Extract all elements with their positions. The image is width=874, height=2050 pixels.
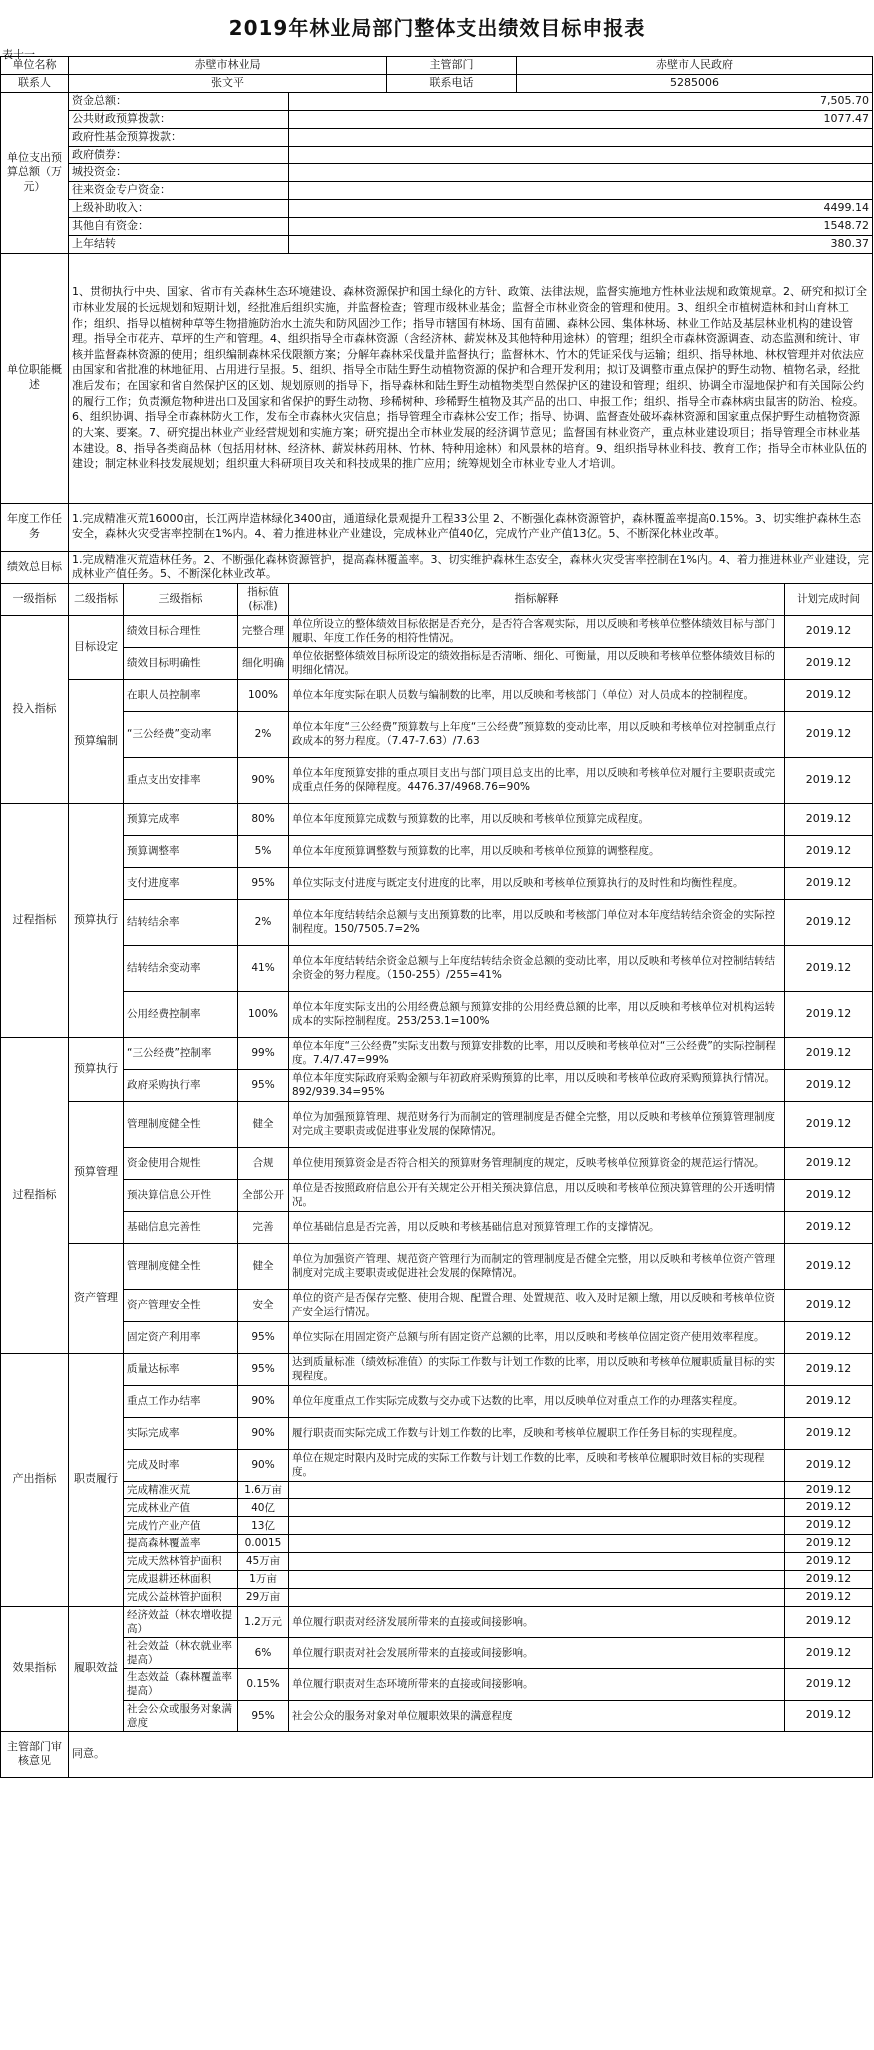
indicator-value: 合规 [238,1147,289,1179]
col-value-header: 指标值(标准) [238,584,289,615]
indicator-time: 2019.12 [785,1321,873,1353]
indicator-value: 90% [238,757,289,803]
indicator-explain: 社会公众的服务对象对单位履职效果的满意程度 [289,1700,785,1731]
level3-indicator: 资产管理安全性 [124,1289,238,1321]
indicator-explain [289,1570,785,1588]
level2-indicator: 预算执行 [69,803,124,1037]
indicator-time: 2019.12 [785,945,873,991]
indicator-explain: 单位实际在用固定资产总额与所有固定资产总额的比率，用以反映和考核单位固定资产使用效率程度。 [289,1321,785,1353]
indicator-value: 健全 [238,1101,289,1147]
level3-indicator: 结转结余率 [124,899,238,945]
indicator-time: 2019.12 [785,1179,873,1211]
indicator-explain [289,1481,785,1499]
annual-tasks-text: 1.完成精准灭荒16000亩，长江两岸造林绿化3400亩，通道绿化景观提升工程33公里 2、不断强化森林资源管护，森林覆盖率提高0.15%。3、切实维护森林生态安全，森林火灾受害率控制在1%内。4、着力推进林业产业建设，完成林业产值40亿，完成竹产业产值13亿。5、不断深化林业改革。 [69,503,873,551]
indicator-value: 6% [238,1637,289,1668]
page-title: 2019年林业局部门整体支出绩效目标申报表 [228,16,646,40]
level3-indicator: 预决算信息公开性 [124,1179,238,1211]
indicator-time: 2019.12 [785,1535,873,1553]
budget-row-value: 1077.47 [289,110,873,128]
level3-indicator: 资金使用合规性 [124,1147,238,1179]
level3-indicator: 支付进度率 [124,867,238,899]
indicator-explain: 单位本年度预算调整数与预算数的比率，用以反映和考核单位预算的调整程度。 [289,835,785,867]
level3-indicator: 社会公众或服务对象满意度 [124,1700,238,1731]
level3-indicator: 管理制度健全性 [124,1243,238,1289]
level3-indicator: 经济效益（林农增收提高） [124,1606,238,1637]
level3-indicator: 预算调整率 [124,835,238,867]
indicator-time: 2019.12 [785,1069,873,1101]
indicator-time: 2019.12 [785,1037,873,1069]
budget-total-label: 单位支出预算总额（万元） [1,93,69,254]
review-label: 主管部门审核意见 [1,1731,69,1777]
level3-indicator: 完成及时率 [124,1449,238,1481]
indicator-explain: 单位为加强预算管理、规范财务行为而制定的管理制度是否健全完整，用以反映和考核单位预算管理制度对完成主要职责或促进事业发展的保障情况。 [289,1101,785,1147]
level3-indicator: 政府采购执行率 [124,1069,238,1101]
indicator-explain: 单位履行职责对社会发展所带来的直接或间接影响。 [289,1637,785,1668]
col-level3-header: 三级指标 [124,584,238,615]
indicator-time: 2019.12 [785,867,873,899]
level3-indicator: 在职人员控制率 [124,679,238,711]
indicator-time: 2019.12 [785,757,873,803]
col-explain-header: 指标解释 [289,584,785,615]
level3-indicator: 完成林业产值 [124,1499,238,1517]
indicator-value: 100% [238,679,289,711]
indicator-explain: 单位的资产是否保存完整、使用合规、配置合理、处置规范、收入及时足额上缴，用以反映和考核单位资产安全运行情况。 [289,1289,785,1321]
indicator-value: 80% [238,803,289,835]
indicator-explain: 单位所设立的整体绩效目标依据是否充分，是否符合客观实际，用以反映和考核单位整体绩效目标与部门履职、年度工作任务的相符性情况。 [289,615,785,647]
indicator-time: 2019.12 [785,1417,873,1449]
contact-label: 联系人 [1,75,69,93]
annual-tasks-label: 年度工作任务 [1,503,69,551]
indicator-value: 安全 [238,1289,289,1321]
indicator-time: 2019.12 [785,1588,873,1606]
indicator-explain: 单位实际支付进度与既定支付进度的比率，用以反映和考核单位预算执行的及时性和均衡性程度。 [289,867,785,899]
level3-indicator: 结转结余变动率 [124,945,238,991]
budget-row-label: 上级补助收入： [69,200,289,218]
indicator-value: 健全 [238,1243,289,1289]
indicator-explain: 单位年度重点工作实际完成数与交办或下达数的比率，用以反映单位对重点工作的办理落实程度。 [289,1385,785,1417]
level3-indicator: 重点支出安排率 [124,757,238,803]
indicator-value: 5% [238,835,289,867]
table-tag: 表十一 [2,48,35,61]
indicator-value: 41% [238,945,289,991]
level3-indicator: “三公经费”变动率 [124,711,238,757]
indicator-explain: 单位本年度预算安排的重点项目支出与部门项目总支出的比率，用以反映和考核单位对履行主要职责或完成重点任务的保障程度。4476.37/4968.76=90% [289,757,785,803]
indicator-explain [289,1535,785,1553]
level3-indicator: 完成退耕还林面积 [124,1570,238,1588]
level3-indicator: 固定资产利用率 [124,1321,238,1353]
phone-value: 5285006 [517,75,873,93]
budget-row-value: 1548.72 [289,217,873,235]
indicator-time: 2019.12 [785,647,873,679]
dept-value: 赤壁市人民政府 [517,57,873,75]
indicator-explain [289,1499,785,1517]
col-level2-header: 二级指标 [69,584,124,615]
level3-indicator: 社会效益（林农就业率提高） [124,1637,238,1668]
indicator-value: 1.2万元 [238,1606,289,1637]
level2-indicator: 预算编制 [69,679,124,803]
indicator-time: 2019.12 [785,615,873,647]
col-level1-header: 一级指标 [1,584,69,615]
indicator-explain: 单位是否按照政府信息公开有关规定公开相关预决算信息，用以反映和考核单位预决算管理的公开透明情况。 [289,1179,785,1211]
budget-row-label: 其他自有资金： [69,217,289,235]
budget-row-value: 4499.14 [289,200,873,218]
level2-indicator: 职责履行 [69,1353,124,1606]
indicator-time: 2019.12 [785,1243,873,1289]
budget-row-value [289,128,873,146]
indicator-explain: 单位本年度实际政府采购金额与年初政府采购预算的比率，用以反映和考核单位政府采购预算执行情况。892/939.34=95% [289,1069,785,1101]
indicator-value: 13亿 [238,1517,289,1535]
budget-row-label: 公共财政预算拨款： [69,110,289,128]
indicator-time: 2019.12 [785,1700,873,1731]
indicator-explain: 单位本年度“三公经费”实际支出数与预算安排数的比率，用以反映和考核单位对“三公经费”的实际控制程度。7.4/7.47=99% [289,1037,785,1069]
indicator-value: 0.15% [238,1669,289,1700]
level1-indicator: 投入指标 [1,615,69,803]
indicator-value: 90% [238,1449,289,1481]
level3-indicator: 提高森林覆盖率 [124,1535,238,1553]
indicator-value: 1.6万亩 [238,1481,289,1499]
indicator-value: 完善 [238,1211,289,1243]
indicator-value: 95% [238,867,289,899]
level3-indicator: “三公经费”控制率 [124,1037,238,1069]
indicator-time: 2019.12 [785,1499,873,1517]
level3-indicator: 基础信息完善性 [124,1211,238,1243]
level3-indicator: 绩效目标合理性 [124,615,238,647]
indicator-time: 2019.12 [785,1606,873,1637]
level3-indicator: 完成竹产业产值 [124,1517,238,1535]
level1-indicator: 过程指标 [1,1037,69,1353]
budget-row-label: 城投资金： [69,164,289,182]
level2-indicator: 履职效益 [69,1606,124,1731]
indicator-time: 2019.12 [785,1553,873,1571]
indicator-time: 2019.12 [785,1517,873,1535]
indicator-explain: 单位本年度实际支出的公用经费总额与预算安排的公用经费总额的比率，用以反映和考核单位对机构运转成本的实际控制程度。253/253.1=100% [289,991,785,1037]
indicator-time: 2019.12 [785,1353,873,1385]
level3-indicator: 管理制度健全性 [124,1101,238,1147]
indicator-time: 2019.12 [785,1289,873,1321]
indicator-time: 2019.12 [785,711,873,757]
indicator-time: 2019.12 [785,1385,873,1417]
dept-label: 主管部门 [387,57,517,75]
indicator-explain: 单位本年度“三公经费”预算数与上年度“三公经费”预算数的变动比率，用以反映和考核单位对控制重点行政成本的努力程度。（7.47-7.63）/7.63 [289,711,785,757]
level3-indicator: 生态效益（森林覆盖率提高） [124,1669,238,1700]
indicator-time: 2019.12 [785,1101,873,1147]
duties-label: 单位职能概述 [1,253,69,503]
level3-indicator: 完成公益林管护面积 [124,1588,238,1606]
level1-indicator: 效果指标 [1,1606,69,1731]
indicator-value: 95% [238,1069,289,1101]
col-time-header: 计划完成时间 [785,584,873,615]
budget-row-value [289,164,873,182]
indicator-time: 2019.12 [785,1669,873,1700]
contact-value: 张文平 [69,75,387,93]
indicator-explain: 单位在规定时限内及时完成的实际工作数与计划工作数的比率，反映和考核单位履职时效目标的实现程度。 [289,1449,785,1481]
overall-goal-text: 1.完成精准灭荒造林任务。2、不断强化森林资源管护，提高森林覆盖率。3、切实维护森林生态安全，森林火灾受害率控制在1%内。4、着力推进林业产业建设，完成林业产值任务。5、不断深化林业改革。 [69,551,873,584]
indicator-explain: 单位使用预算资金是否符合相关的预算财务管理制度的规定，反映考核单位预算资金的规范运行情况。 [289,1147,785,1179]
indicator-explain: 达到质量标准（绩效标准值）的实际工作数与计划工作数的比率，用以反映和考核单位履职质量目标的实现程度。 [289,1353,785,1385]
indicator-value: 90% [238,1417,289,1449]
indicator-value: 100% [238,991,289,1037]
indicator-explain [289,1517,785,1535]
budget-row-value [289,146,873,164]
indicator-time: 2019.12 [785,1570,873,1588]
indicator-time: 2019.12 [785,1449,873,1481]
review-text: 同意。 [69,1731,873,1777]
phone-label: 联系电话 [387,75,517,93]
indicator-value: 0.0015 [238,1535,289,1553]
indicator-time: 2019.12 [785,899,873,945]
level1-indicator: 产出指标 [1,1353,69,1606]
indicator-explain: 单位依据整体绩效目标所设定的绩效指标是否清晰、细化、可衡量，用以反映和考核单位整体绩效目标的明细化情况。 [289,647,785,679]
indicator-explain: 履行职责而实际完成工作数与计划工作数的比率，反映和考核单位履职工作任务目标的实现程度。 [289,1417,785,1449]
level2-indicator: 资产管理 [69,1243,124,1353]
unit-name-value: 赤壁市林业局 [69,57,387,75]
indicator-explain: 单位为加强资产管理、规范资产管理行为而制定的管理制度是否健全完整，用以反映和考核单位资产管理制度对完成主要职责或促进社会发展的保障情况。 [289,1243,785,1289]
indicator-time: 2019.12 [785,803,873,835]
indicator-value: 细化明确 [238,647,289,679]
budget-row-value: 7,505.70 [289,93,873,111]
indicator-value: 全部公开 [238,1179,289,1211]
budget-row-value [289,182,873,200]
indicator-value: 2% [238,711,289,757]
level3-indicator: 重点工作办结率 [124,1385,238,1417]
indicator-time: 2019.12 [785,835,873,867]
indicator-explain: 单位本年度实际在职人员数与编制数的比率，用以反映和考核部门（单位）对人员成本的控制程度。 [289,679,785,711]
budget-row-label: 政府债券： [69,146,289,164]
level3-indicator: 完成精准灭荒 [124,1481,238,1499]
indicator-time: 2019.12 [785,1481,873,1499]
budget-row-label: 上年结转 [69,235,289,253]
budget-row-label: 资金总额： [69,93,289,111]
indicator-explain: 单位履行职责对经济发展所带来的直接或间接影响。 [289,1606,785,1637]
indicator-value: 90% [238,1385,289,1417]
indicator-value: 完整合理 [238,615,289,647]
budget-row-value: 380.37 [289,235,873,253]
performance-table [0,56,873,1778]
overall-goal-label: 绩效总目标 [1,551,69,584]
level3-indicator: 公用经费控制率 [124,991,238,1037]
indicator-time: 2019.12 [785,1637,873,1668]
budget-row-label: 往来资金专户资金： [69,182,289,200]
indicator-value: 95% [238,1321,289,1353]
indicator-explain [289,1553,785,1571]
indicator-time: 2019.12 [785,991,873,1037]
indicator-time: 2019.12 [785,1147,873,1179]
level2-indicator: 目标设定 [69,615,124,679]
indicator-value: 95% [238,1700,289,1731]
duties-text: 1、贯彻执行中央、国家、省市有关森林生态环境建设、森林资源保护和国土绿化的方针、政策、法律法规，监督实施地方性林业法规和政策规章。2、研究和拟订全市林业发展的长远规划和短期计划，经批准后组织实施，并监督检查；管理市级林业基金；监督全市林业资金的管理和使用。3、组织全市植树造林和封山育林工作；组织、指导以植树种草等生物措施防治水土流失和防风固沙工作；指导市辖国有林场、国有苗圃、森林公园、集体林场、林业工作站及基层林业机构的建设管理。指导全市花卉、草坪的生产和管理。4、组织指导全市森林资源（含经济林、薪炭林及其他特种用途林）的管理；组织全市森林资源调查、动态监测和统计、审核并监督森林资源的使用；组织编制森林采伐限额方案；分解年森林采伐量并监督执行；监督林木、竹木的凭证采伐与运输；组织、指导林地、林权管理并对依法应由国家和省批准的林地征用、占用进行呈报。5、组织、指导全市陆生野生动植物资源的保护和合理开发利用；拟订及调整市重点保护的野生动物、植物名录，经批准后发布；在国家和省自然保护区的区划、规划原则的指导下，指导森林和陆生野生动植物类型自然保护区的建设和管理；组织、协调全市湿地保护和有关国际公约的履行工作；负责濒危物种进出口及国家和省保护的野生动物、珍稀树种、珍稀野生植物及其产品的出口、申报工作；组织、指导全市森林病虫鼠害的防治、检疫。6、组织协调、指导全市森林防火工作，发布全市森林火灾信息；指导管理全市森林公安工作；指导、协调、监督查处破坏森林资源和国家重点保护野生动植物资源的大案、要案。7、研究提出林业产业经营规划和实施方案；研究提出全市林业发展的经济调节意见；监督国有林业资产，重点林业建设项目；指导管理全市林业基本建设。8、指导各类商品林（包括用材林、经济林、薪炭林药用林、竹林、特种用途林）和风景林的培育。9、组织指导林业科技、教育工作；指导全市林业队伍的建设；制定林业科技发展规划；组织重大科研项目攻关和科技成果的推广应用；统筹规划全市林业专业人才培训。 [69,253,873,503]
indicator-value: 2% [238,899,289,945]
indicator-explain: 单位本年度结转结余资金总额与上年度结转结余资金总额的变动比率，用以反映和考核单位对控制结转结余资金的努力程度。（150-255）/255=41% [289,945,785,991]
unit-name-label: 单位名称 [1,57,69,75]
indicator-value: 40亿 [238,1499,289,1517]
indicator-value: 45万亩 [238,1553,289,1571]
level2-indicator: 预算管理 [69,1101,124,1243]
indicator-value: 95% [238,1353,289,1385]
level3-indicator: 预算完成率 [124,803,238,835]
indicator-explain: 单位本年度预算完成数与预算数的比率，用以反映和考核单位预算完成程度。 [289,803,785,835]
level1-indicator: 过程指标 [1,803,69,1037]
indicator-time: 2019.12 [785,679,873,711]
indicator-explain: 单位履行职责对生态环境所带来的直接或间接影响。 [289,1669,785,1700]
level3-indicator: 实际完成率 [124,1417,238,1449]
indicator-value: 99% [238,1037,289,1069]
indicator-explain: 单位本年度结转结余总额与支出预算数的比率，用以反映和考核部门单位对本年度结转结余资金的实际控制程度。150/7505.7=2% [289,899,785,945]
budget-row-label: 政府性基金预算拨款： [69,128,289,146]
indicator-time: 2019.12 [785,1211,873,1243]
indicator-value: 1万亩 [238,1570,289,1588]
level3-indicator: 绩效目标明确性 [124,647,238,679]
level3-indicator: 质量达标率 [124,1353,238,1385]
indicator-value: 29万亩 [238,1588,289,1606]
level3-indicator: 完成天然林管护面积 [124,1553,238,1571]
indicator-explain [289,1588,785,1606]
indicator-explain: 单位基础信息是否完善，用以反映和考核基础信息对预算管理工作的支撑情况。 [289,1211,785,1243]
level2-indicator: 预算执行 [69,1037,124,1101]
